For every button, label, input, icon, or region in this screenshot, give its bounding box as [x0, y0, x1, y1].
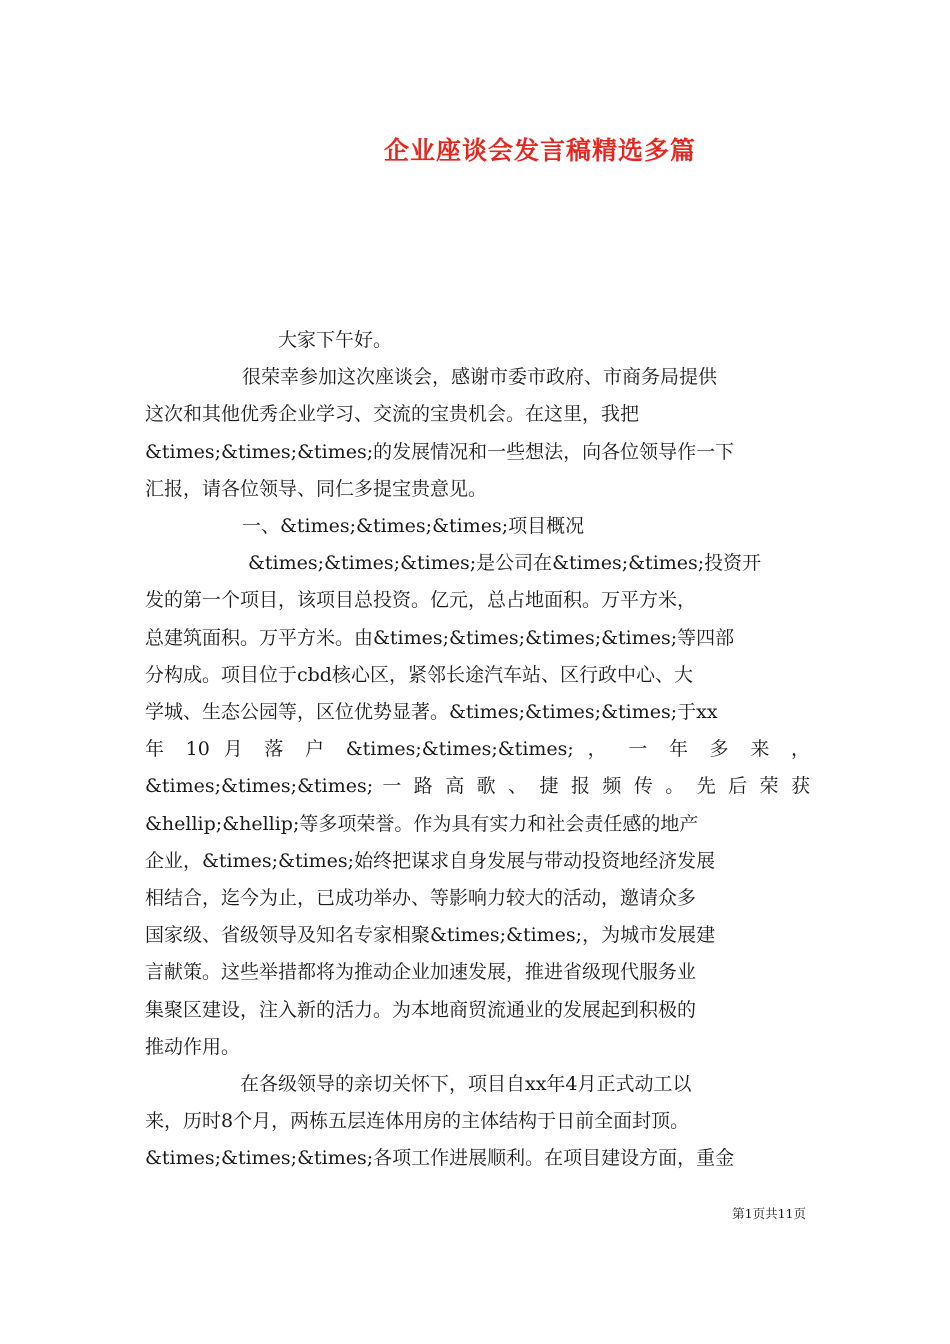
page-number: 第1页共11页 [732, 1206, 806, 1221]
section-heading: 一、&times;&times;&times;项目概况 [242, 515, 585, 538]
text-line: 很荣幸参加这次座谈会，感谢市委市政府、市商务局提供 [242, 366, 718, 389]
text-line: &hellip;&hellip;等多项荣誉。作为具有实力和社会责任感的地产 [145, 812, 699, 835]
text-line: 发的第一个项目，该项目总投资。亿元，总占地面积。万平方米， [145, 589, 697, 612]
text-line: 集聚区建设，注入新的活力。为本地商贸流通业的发展起到积极的 [145, 998, 697, 1021]
text-line: 来，历时8个月，两栋五层连体用房的主体结构于日前全面封顶。 [145, 1110, 690, 1133]
text-line: 推动作用。 [145, 1035, 241, 1058]
text-line: 学城、生态公园等，区位优势显著。&times;&times;&times;于xx [145, 701, 718, 724]
text-line: &times;&times;&times;是公司在&times;&times;投资开 [248, 552, 762, 575]
text-line: &times;&times;&times; 一 路 高 歌 、 捷 报 频 传 。 先 后 荣 获 [145, 775, 810, 798]
text-line: 企业，&times;&times;始终把谋求自身发展与带动投资地经济发展 [145, 849, 716, 872]
text-line: 言献策。这些举措都将为推动企业加速发展，推进省级现代服务业 [145, 961, 697, 984]
text-line: &times;&times;&times;各项工作进展顺利。在项目建设方面，重金 [145, 1147, 735, 1170]
text-line: 年 10 月 落 户 &times;&times;&times; ， 一 年 多 来 ， [145, 738, 810, 761]
text-line: 在各级领导的亲切关怀下，项目自xx年4月正式动工以 [240, 1073, 692, 1096]
text-line: 汇报，请各位领导、同仁多提宝贵意见。 [145, 477, 488, 500]
text-line: &times;&times;&times;的发展情况和一些想法，向各位领导作一下 [145, 440, 735, 463]
document-body [145, 322, 810, 1178]
document-title: 企业座谈会发言稿精选多篇 [383, 136, 696, 165]
greeting-line: 大家下午好。 [278, 329, 393, 351]
text-line: 总建筑面积。万平方米。由&times;&times;&times;&times;等四部 [145, 626, 735, 649]
text-line: 国家级、省级领导及知名专家相聚&times;&times;，为城市发展建 [145, 924, 716, 947]
text-line: 这次和其他优秀企业学习、交流的宝贵机会。在这里，我把 [145, 403, 640, 426]
text-line: 分构成。项目位于cbd核心区，紧邻长途汽车站、区行政中心、大 [145, 663, 693, 686]
text-line: 相结合，迄今为止，已成功举办、等影响力较大的活动，邀请众多 [145, 887, 697, 910]
